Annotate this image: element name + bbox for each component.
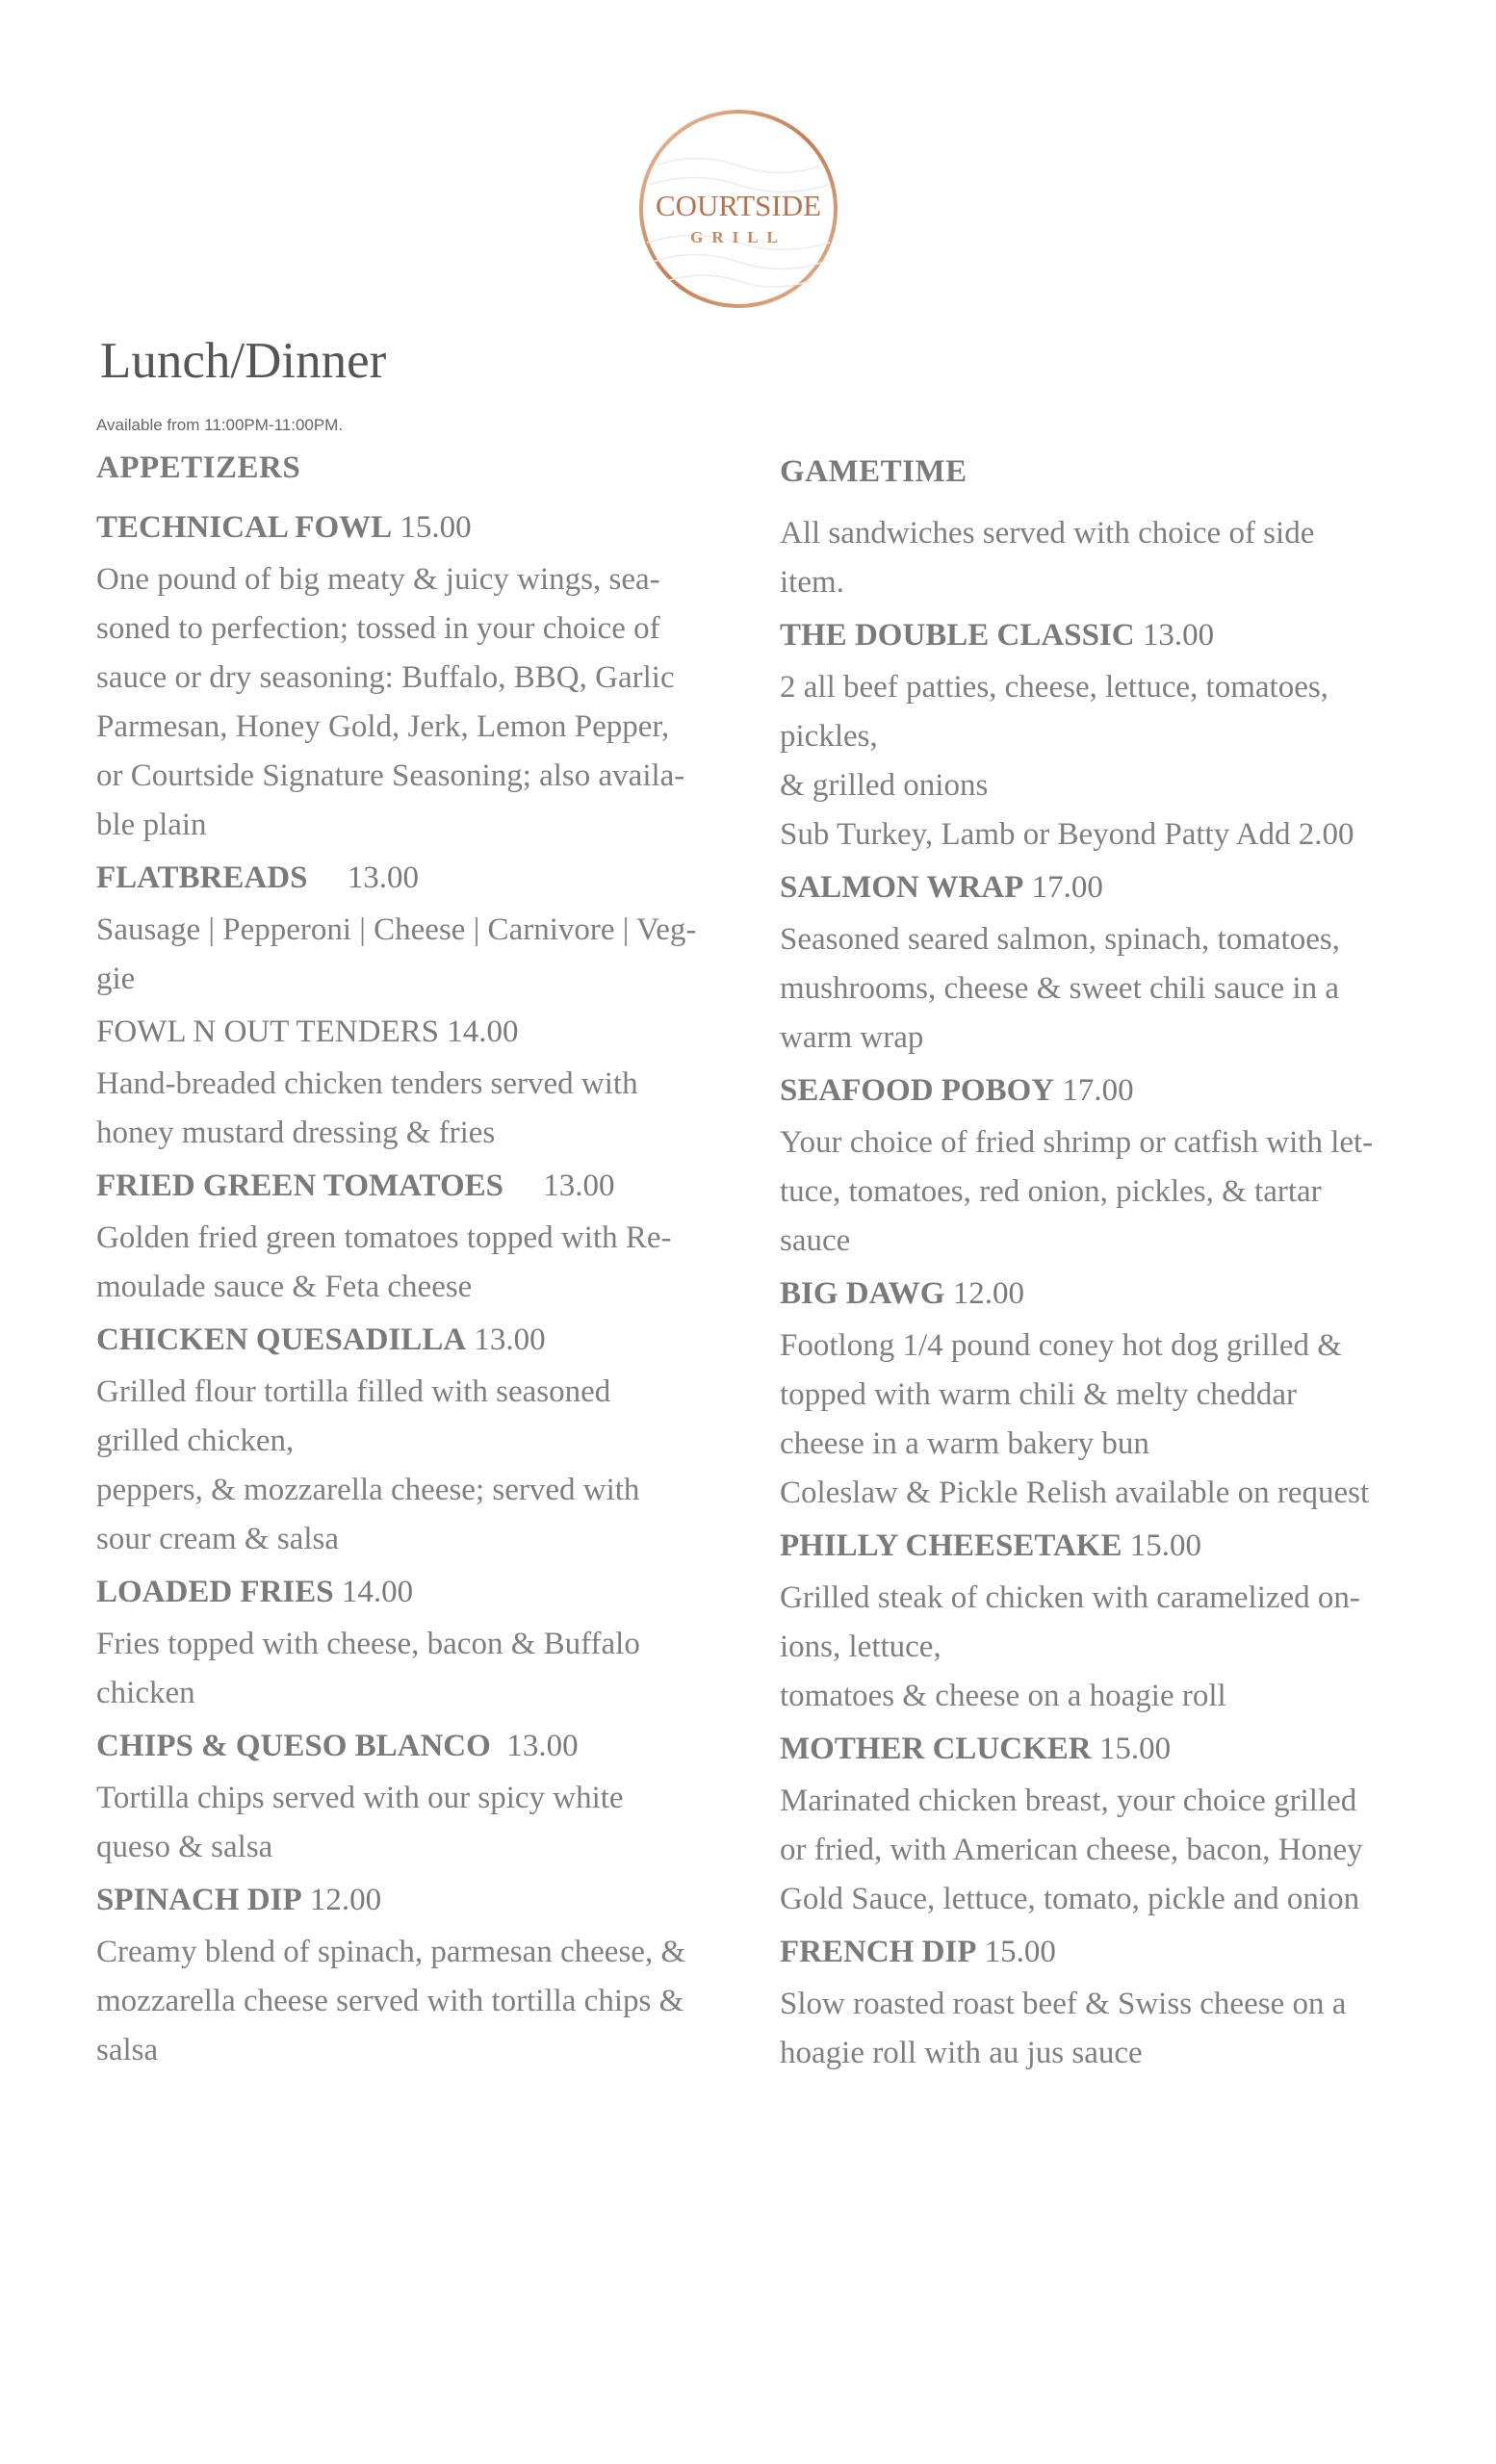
item-description-line: grilled chicken, <box>96 1424 295 1458</box>
logo-line2: GRILL <box>690 228 787 246</box>
item-price: 17.00 <box>1062 1073 1134 1108</box>
item-description-line: Golden fried green tomatoes topped with Re- <box>96 1220 672 1255</box>
item-description-line: Tortilla chips served with our spicy white <box>96 1781 624 1815</box>
item-name: CHIPS & QUESO BLANCO <box>96 1729 491 1763</box>
item-price: 15.00 <box>1098 1732 1172 1766</box>
item-description-line: mushrooms, cheese & sweet chili sauce in a <box>780 971 1339 1006</box>
appetizers-section <box>96 450 736 2081</box>
item-name: SPINACH DIP <box>96 1883 302 1917</box>
section-title-appetizers: APPETIZERS <box>96 450 301 485</box>
menu-item-philly-cheesetake <box>780 1524 1406 1721</box>
item-name: LOADED FRIES <box>96 1575 334 1609</box>
item-description-line: One pound of big meaty & juicy wings, sea- <box>96 562 660 597</box>
item-description-line: & grilled onions <box>780 768 989 803</box>
item-name: SALMON WRAP <box>780 870 1024 905</box>
menu-item-loaded-fries <box>96 1570 736 1718</box>
item-price: 17.00 <box>1031 870 1103 905</box>
menu-item-technical-fowl <box>96 505 736 850</box>
menu-item-double-classic <box>780 613 1406 860</box>
item-name: TECHNICAL FOWL <box>96 510 393 545</box>
item-description-line: Coleslaw & Pickle Relish available on request <box>780 1476 1370 1510</box>
item-description-line: hoagie roll with au jus sauce <box>780 2036 1143 2070</box>
item-description-line: Gold Sauce, lettuce, tomato, pickle and onion <box>780 1882 1360 1916</box>
menu-item-salmon-wrap <box>780 865 1406 1063</box>
item-description-line: 2 all beef patties, cheese, lettuce, tomatoes, <box>780 670 1328 705</box>
intro-line: All sandwiches served with choice of side <box>780 516 1315 551</box>
item-description-line: cheese in a warm bakery bun <box>780 1426 1149 1461</box>
item-price: 13.00 <box>1142 618 1215 653</box>
item-description-line: moulade sauce & Feta cheese <box>96 1270 473 1304</box>
item-description-line: or Courtside Signature Seasoning; also availa- <box>96 758 685 793</box>
menu-item-chips-queso-blanco <box>96 1724 736 1872</box>
item-price: 13.00 <box>347 860 419 895</box>
menu-item-spinach-dip <box>96 1878 736 2075</box>
item-description-line: queso & salsa <box>96 1830 273 1864</box>
gametime-section <box>780 454 1406 2084</box>
item-description-line: Footlong 1/4 pound coney hot dog grilled & <box>780 1328 1342 1363</box>
item-description-line: tomatoes & cheese on a hoagie roll <box>780 1679 1226 1713</box>
item-price: 13.00 <box>543 1168 615 1203</box>
item-price: 15.00 <box>984 1935 1056 1969</box>
menu-item-big-dawg <box>780 1271 1406 1518</box>
item-description-line: soned to perfection; tossed in your choice of <box>96 611 660 646</box>
item-description-line: mozzarella cheese served with tortilla chips & <box>96 1984 684 2018</box>
item-name: FLATBREADS <box>96 860 308 895</box>
item-description-line: peppers, & mozzarella cheese; served with <box>96 1473 640 1507</box>
item-description-line: Creamy blend of spinach, parmesan cheese, & <box>96 1935 686 1969</box>
item-description-line: sour cream & salsa <box>96 1522 339 1556</box>
item-description-line: Parmesan, Honey Gold, Jerk, Lemon Pepper, <box>96 709 670 744</box>
item-price: 14.00 <box>447 1014 519 1049</box>
item-description-line: ble plain <box>96 808 207 842</box>
item-price: 12.00 <box>309 1883 382 1917</box>
item-description-line: Fries topped with cheese, bacon & Buffalo <box>96 1627 640 1661</box>
item-description-line: or fried, with American cheese, bacon, Honey <box>780 1833 1363 1867</box>
item-description-line: Seasoned seared salmon, spinach, tomatoes, <box>780 922 1340 957</box>
menu-item-chicken-quesadilla <box>96 1318 736 1564</box>
item-description-line: Grilled flour tortilla filled with seasoned <box>96 1374 611 1409</box>
item-name: CHICKEN QUESADILLA <box>96 1322 467 1357</box>
item-description-line: Hand-breaded chicken tenders served with <box>96 1066 638 1101</box>
item-description-line: gie <box>96 962 136 996</box>
item-description-line: ions, lettuce, <box>780 1630 941 1664</box>
item-description-line: honey mustard dressing & fries <box>96 1116 496 1150</box>
item-description-line: pickles, <box>780 719 878 754</box>
item-description-line: chicken <box>96 1676 195 1710</box>
item-price: 13.00 <box>474 1322 546 1357</box>
logo-line1: COURTSIDE <box>655 189 822 222</box>
section-title-gametime: GAMETIME <box>780 454 967 489</box>
item-name: SEAFOOD POBOY <box>780 1073 1055 1108</box>
item-description-line: Grilled steak of chicken with caramelized on- <box>780 1580 1360 1615</box>
availability-note: Available from 11:00PM-11:00PM. <box>96 416 344 434</box>
item-name: FOWL N OUT TENDERS <box>96 1014 439 1049</box>
menu-item-flatbreads <box>96 856 736 1004</box>
gametime-intro <box>780 509 1406 607</box>
item-price: 15.00 <box>1129 1528 1201 1563</box>
item-name: MOTHER CLUCKER <box>780 1732 1092 1766</box>
item-name: BIG DAWG <box>780 1276 945 1311</box>
item-description-line: tuce, tomatoes, red onion, pickles, & tartar <box>780 1174 1322 1209</box>
item-description-line: Your choice of fried shrimp or catfish with let- <box>780 1125 1374 1160</box>
intro-line: item. <box>780 565 844 600</box>
menu-heading: Lunch/Dinner <box>100 333 387 389</box>
item-description-line: Sub Turkey, Lamb or Beyond Patty Add 2.00 <box>780 817 1354 852</box>
item-name: THE DOUBLE CLASSIC <box>780 618 1135 653</box>
item-description-line: sauce or dry seasoning: Buffalo, BBQ, Garlic <box>96 660 675 695</box>
menu-item-french-dip <box>780 1930 1406 2078</box>
menu-item-seafood-poboy <box>780 1068 1406 1266</box>
item-name: FRIED GREEN TOMATOES <box>96 1168 503 1203</box>
menu-item-fowl-n-out-tenders <box>96 1010 736 1158</box>
item-price: 15.00 <box>400 510 472 545</box>
menu-item-fried-green-tomatoes <box>96 1164 736 1312</box>
courtside-grill-logo <box>637 108 839 310</box>
item-description-line: Marinated chicken breast, your choice grilled <box>780 1784 1357 1818</box>
item-name: PHILLY CHEESETAKE <box>780 1528 1122 1563</box>
item-description-line: Sausage | Pepperoni | Cheese | Carnivore | Veg- <box>96 912 697 947</box>
item-price: 13.00 <box>506 1729 579 1763</box>
item-price: 14.00 <box>341 1575 414 1609</box>
menu-item-mother-clucker <box>780 1727 1406 1924</box>
item-description-line: warm wrap <box>780 1020 924 1055</box>
item-description-line: salsa <box>96 2033 159 2067</box>
item-price: 12.00 <box>952 1276 1024 1311</box>
item-name: FRENCH DIP <box>780 1935 977 1969</box>
item-description-line: Slow roasted roast beef & Swiss cheese on a <box>780 1987 1347 2021</box>
item-description-line: sauce <box>780 1223 851 1258</box>
item-description-line: topped with warm chili & melty cheddar <box>780 1377 1298 1412</box>
